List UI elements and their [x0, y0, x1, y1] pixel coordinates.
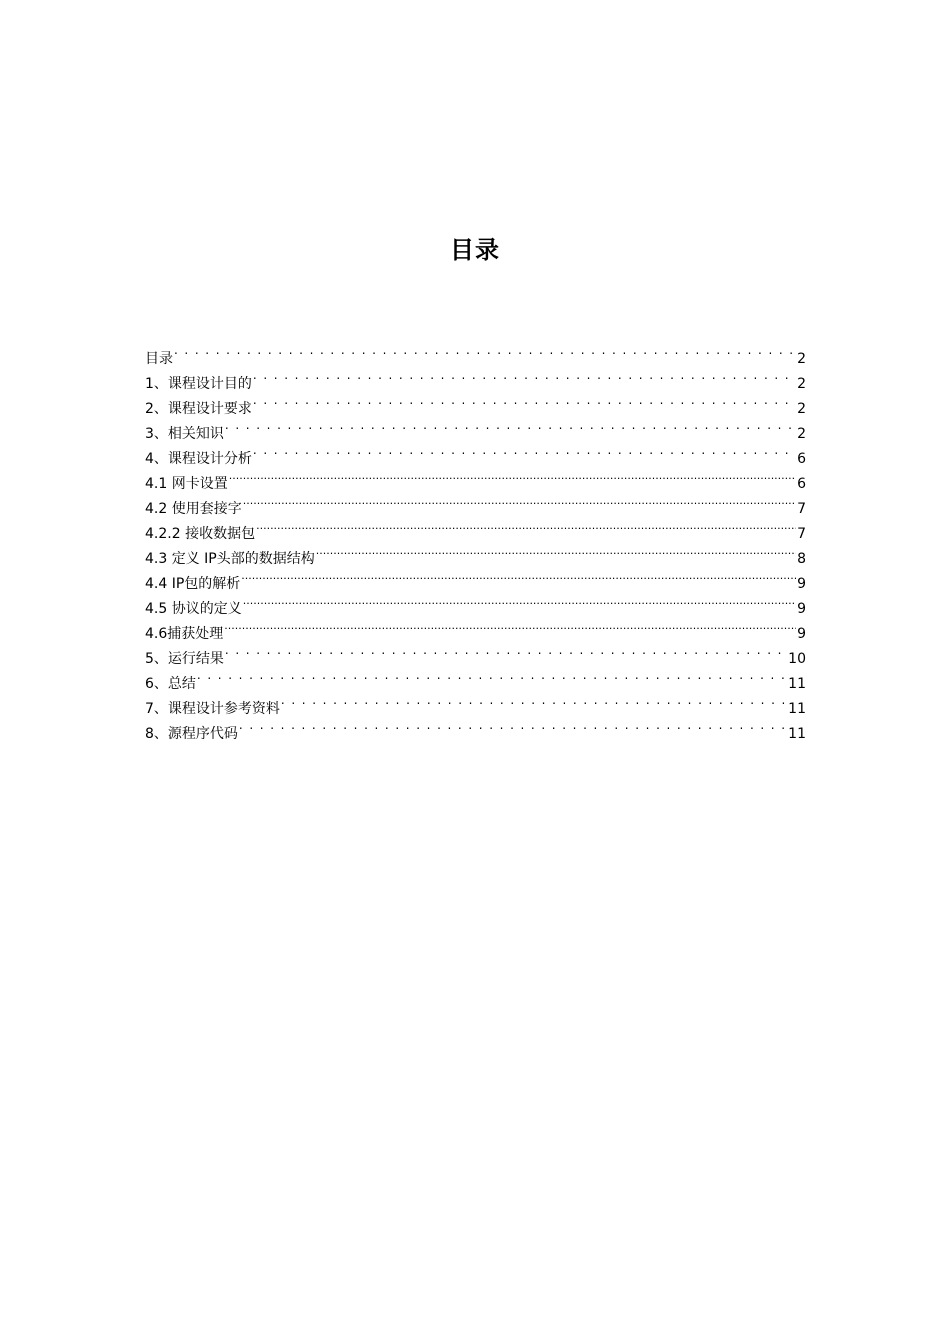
toc-dot-leader [225, 413, 796, 438]
toc-dot-leader [225, 638, 787, 663]
toc-entry-page: 2 [797, 401, 806, 417]
toc-entry[interactable] [145, 613, 806, 642]
toc-entry-label: 7、课程设计参考资料 [145, 701, 280, 717]
toc-entry-page: 2 [797, 376, 806, 392]
toc-entry-page: 9 [797, 576, 806, 592]
toc-dot-leader [239, 713, 787, 738]
toc-dot-leader [253, 438, 796, 463]
toc-entry-page: 11 [788, 701, 806, 717]
toc-entry-label: 4.1 网卡设置 [145, 476, 228, 492]
toc-entry[interactable] [145, 513, 806, 542]
toc-dot-leader [243, 588, 796, 613]
toc-entry-label: 2、课程设计要求 [145, 401, 252, 417]
toc-entry-label: 8、源程序代码 [145, 726, 238, 742]
toc-entry[interactable] [145, 488, 806, 517]
table-of-contents [145, 338, 806, 742]
toc-entry-label: 4.6捕获处理 [145, 626, 224, 642]
toc-dot-leader [253, 388, 796, 413]
toc-dot-leader [197, 663, 787, 688]
toc-entry[interactable] [145, 363, 806, 392]
toc-dot-leader [229, 463, 796, 488]
toc-entry-page: 6 [797, 451, 806, 467]
toc-dot-leader [224, 613, 796, 638]
toc-dot-leader [281, 688, 787, 713]
toc-entry-page: 2 [797, 426, 806, 442]
toc-entry-page: 9 [797, 626, 806, 642]
toc-dot-leader [243, 488, 796, 513]
toc-entry-page: 6 [797, 476, 806, 492]
toc-entry[interactable] [145, 463, 806, 492]
toc-entry-page: 9 [797, 601, 806, 617]
toc-entry-label: 4.2.2 接收数据包 [145, 526, 256, 542]
toc-entry-label: 目录 [145, 351, 173, 367]
toc-entry-label: 1、课程设计目的 [145, 376, 252, 392]
toc-entry-page: 11 [788, 676, 806, 692]
toc-entry-label: 4.3 定义 IP头部的数据结构 [145, 551, 315, 567]
toc-entry[interactable] [145, 638, 806, 667]
toc-entry-page: 7 [797, 501, 806, 517]
toc-entry-page: 7 [797, 526, 806, 542]
toc-entry-page: 2 [797, 351, 806, 367]
toc-dot-leader [316, 538, 796, 563]
toc-entry-label: 6、总结 [145, 676, 196, 692]
toc-entry[interactable] [145, 413, 806, 442]
toc-entry[interactable] [145, 663, 806, 692]
toc-entry-label: 4.5 协议的定义 [145, 601, 242, 617]
toc-dot-leader [256, 513, 796, 538]
toc-entry[interactable] [145, 563, 806, 592]
toc-title: 目录 [450, 236, 500, 264]
toc-entry-label: 4.2 使用套接字 [145, 501, 242, 517]
toc-dot-leader [253, 363, 796, 388]
toc-entry-label: 4.4 IP包的解析 [145, 576, 241, 592]
toc-entry[interactable] [145, 338, 806, 367]
toc-entry[interactable] [145, 588, 806, 617]
toc-entry[interactable] [145, 713, 806, 742]
toc-entry-page: 8 [797, 551, 806, 567]
toc-dot-leader [241, 563, 796, 588]
toc-entry-label: 5、运行结果 [145, 651, 224, 667]
toc-entry-label: 4、课程设计分析 [145, 451, 252, 467]
toc-entry-page: 10 [788, 651, 806, 667]
toc-entry-page: 11 [788, 726, 806, 742]
toc-entry-label: 3、相关知识 [145, 426, 224, 442]
toc-dot-leader [174, 338, 796, 363]
toc-entry[interactable] [145, 688, 806, 717]
toc-entry[interactable] [145, 438, 806, 467]
